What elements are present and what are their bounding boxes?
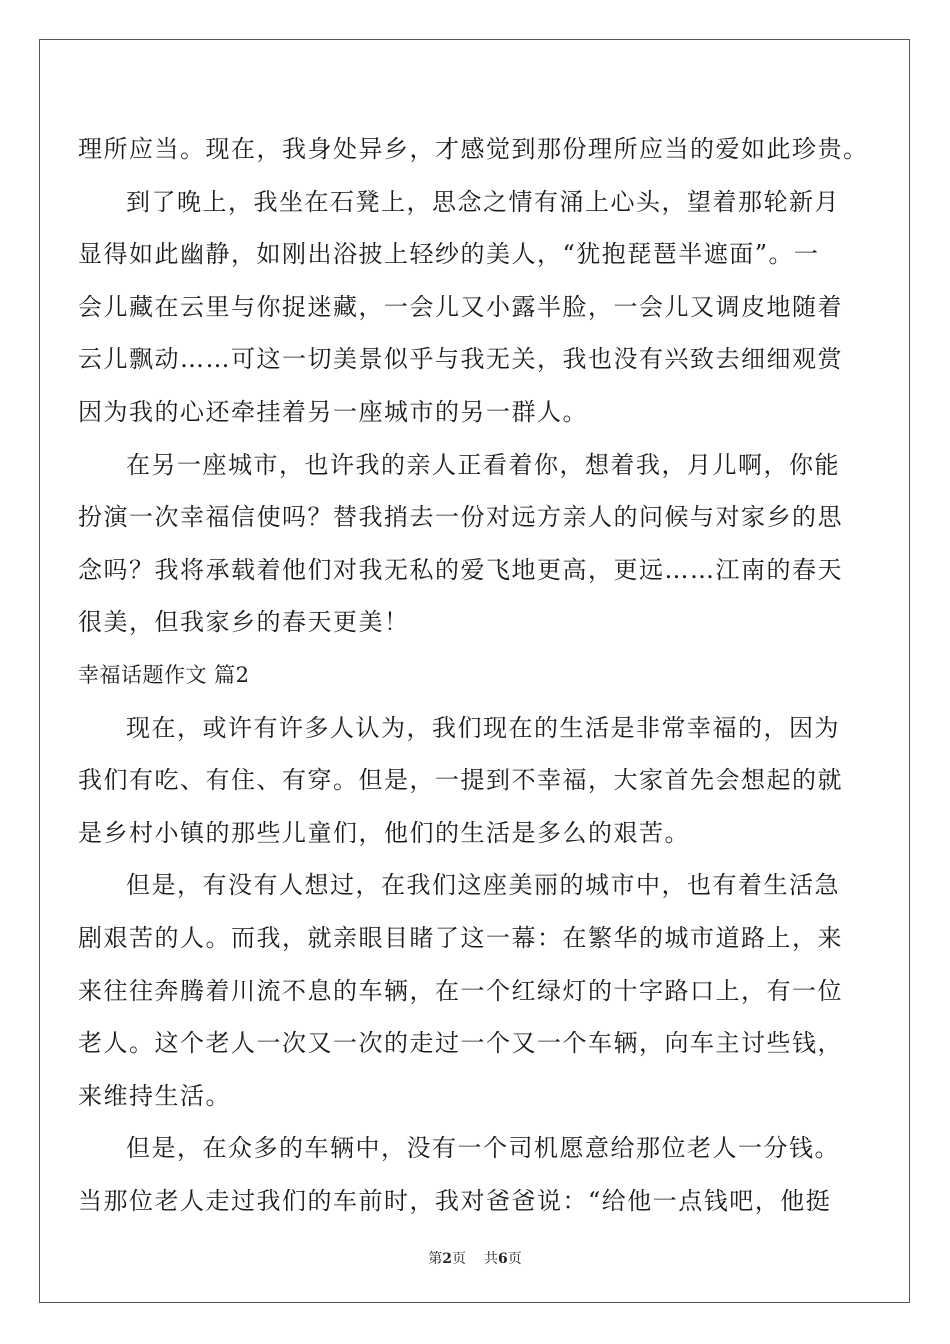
text-line: 念吗？我将承载着他们对我无私的爱飞地更高，更远……江南的春天 bbox=[78, 555, 843, 584]
text-line: 理所应当。现在，我身处异乡，才感觉到那份理所应当的爱如此珍贵。 bbox=[78, 135, 869, 163]
text-line: 在另一座城市，也许我的亲人正看着你，想着我，月儿啊，你能 bbox=[126, 450, 840, 479]
text-line: 我们有吃、有住、有穿。但是，一提到不幸福，大家首先会想起的就 bbox=[78, 766, 843, 795]
page-footer bbox=[0, 1248, 950, 1268]
text-line: 显得如此幽静，如刚出浴披上轻纱的美人，“犹抱琵琶半遮面”。一 bbox=[78, 240, 820, 269]
text-line: 是乡村小镇的那些儿童们，他们的生活是多么的艰苦。 bbox=[78, 818, 690, 847]
text-line: 云儿飘动……可这一切美景似乎与我无关，我也没有兴致去细细观赏 bbox=[78, 345, 843, 374]
text-line: 但是，有没有人想过，在我们这座美丽的城市中，也有着生活急 bbox=[126, 871, 840, 900]
section-heading: 幸福话题作文 篇2 bbox=[78, 662, 250, 687]
document-body bbox=[78, 123, 869, 1227]
total-pages-label: 共6页 bbox=[484, 1251, 522, 1267]
text-line: 很美，但我家乡的春天更美！ bbox=[78, 608, 410, 637]
text-line: 会儿藏在云里与你捉迷藏，一会儿又小露半脸，一会儿又调皮地随着 bbox=[78, 292, 843, 321]
text-line: 来往往奔腾着川流不息的车辆，在一个红绿灯的十字路口上，有一位 bbox=[78, 976, 843, 1005]
text-line: 但是，在众多的车辆中，没有一个司机愿意给那位老人一分钱。 bbox=[126, 1134, 840, 1163]
text-line: 老人。这个老人一次又一次的走过一个又一个车辆，向车主讨些钱， bbox=[78, 1029, 843, 1058]
text-line: 扮演一次幸福信使吗？替我捎去一份对远方亲人的问候与对家乡的思 bbox=[78, 503, 843, 532]
text-line: 现在，或许有许多人认为，我们现在的生活是非常幸福的，因为 bbox=[126, 713, 840, 742]
text-line: 因为我的心还牵挂着另一座城市的另一群人。 bbox=[78, 397, 588, 426]
page-number-label: 第2页 bbox=[428, 1251, 466, 1267]
text-line: 到了晚上，我坐在石凳上，思念之情有涌上心头，望着那轮新月 bbox=[126, 187, 840, 216]
text-line: 来维持生活。 bbox=[78, 1081, 231, 1110]
text-line: 当那位老人走过我们的车前时，我对爸爸说：“给他一点钱吧，他挺 bbox=[78, 1186, 832, 1215]
text-line: 剧艰苦的人。而我，就亲眼目睹了这一幕：在繁华的城市道路上，来 bbox=[78, 923, 843, 952]
